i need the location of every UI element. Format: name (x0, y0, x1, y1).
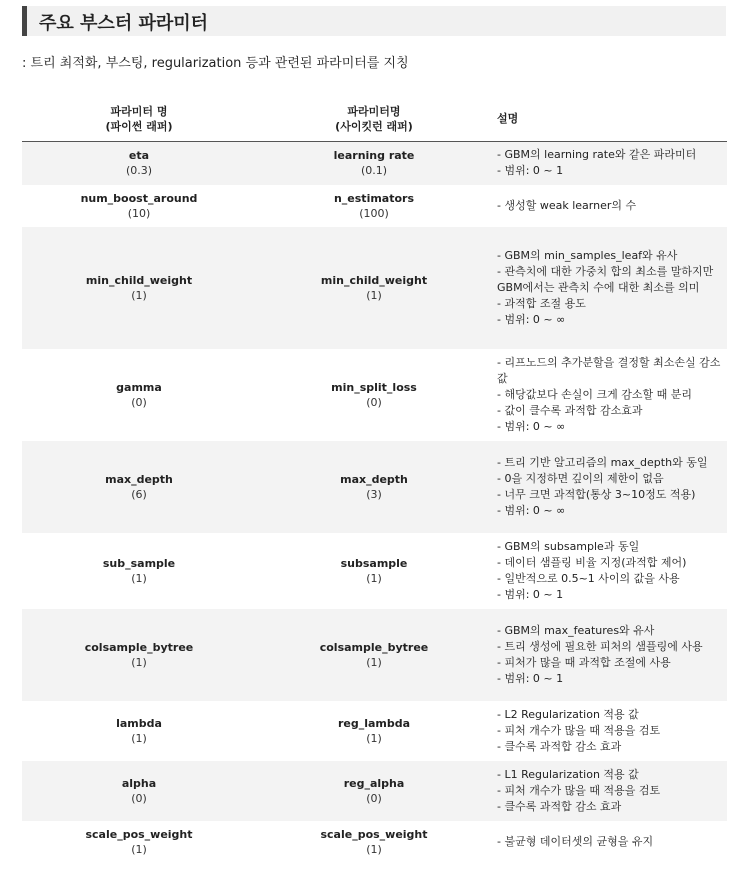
header-python-line2: (파이썬 래퍼) (105, 119, 173, 133)
param-name: reg_lambda (337, 716, 411, 730)
param-name: reg_alpha (343, 776, 405, 790)
description-cell (492, 609, 727, 701)
description-cell (492, 349, 727, 441)
sklearn-param-cell (256, 142, 492, 185)
param-default: (1) (131, 655, 147, 669)
sklearn-param-cell (256, 609, 492, 701)
section-title: 주요 부스터 파라미터 (39, 13, 209, 34)
description-line: - 데이터 샘플링 비율 지정(과적합 제어) (497, 555, 687, 569)
param-name: scale_pos_weight (85, 827, 193, 841)
python-param-cell (22, 142, 256, 185)
description-line: - 트리 기반 알고리즘의 max_depth와 동일 (497, 455, 708, 469)
python-param-cell (22, 533, 256, 609)
param-name: sub_sample (102, 556, 176, 570)
table-row (22, 441, 727, 533)
header-sklearn-wrapper (256, 96, 492, 142)
param-name: min_split_loss (331, 380, 417, 394)
sklearn-param-cell (256, 701, 492, 761)
description-line: - 일반적으로 0.5~1 사이의 값을 사용 (497, 571, 680, 585)
description-line: - 피처가 많을 때 과적합 조절에 사용 (497, 655, 671, 669)
param-default: (0) (131, 791, 147, 805)
description-line: - 범위: 0 ~ 1 (497, 164, 564, 178)
param-name: eta (128, 149, 150, 163)
sklearn-param-cell (256, 533, 492, 609)
table-row (22, 533, 727, 609)
header-sklearn-line2: (사이킷런 래퍼) (335, 119, 413, 133)
description-line: - 리프노드의 추가분할을 결정할 최소손실 감소값 (497, 355, 721, 385)
python-param-cell (22, 185, 256, 227)
intro-text: : 트리 최적화, 부스팅, regularization 등과 관련된 파라미터를 지칭 (22, 56, 409, 71)
description-line: - 값이 클수록 과적합 감소효과 (497, 403, 643, 417)
description-line: - 피처 개수가 많을 때 적용을 검토 (497, 783, 661, 797)
table-row (22, 821, 727, 863)
param-name: subsample (340, 556, 408, 570)
description-line: - 트리 생성에 필요한 피처의 샘플링에 사용 (497, 639, 703, 653)
table-row (22, 227, 727, 349)
param-default: (6) (131, 487, 147, 501)
description-line: - 생성할 weak learner의 수 (497, 198, 637, 212)
param-default: (3) (366, 487, 382, 501)
header-python-line1: 파라미터 명 (110, 104, 168, 118)
param-name: lambda (116, 716, 162, 730)
table-row (22, 142, 727, 185)
description-cell (492, 142, 727, 185)
description-cell (492, 701, 727, 761)
description-line: - 범위: 0 ~ 1 (497, 587, 564, 601)
description-cell (492, 533, 727, 609)
param-name: min_child_weight (320, 273, 428, 287)
table-row (22, 349, 727, 441)
param-default: (100) (359, 206, 389, 220)
param-default: (1) (366, 731, 382, 745)
param-name: scale_pos_weight (320, 827, 428, 841)
table-header-row (22, 96, 727, 142)
sklearn-param-cell (256, 227, 492, 349)
description-line: - L2 Regularization 적용 값 (497, 707, 639, 721)
description-line: - 클수록 과적합 감소 효과 (497, 799, 622, 813)
param-name: min_child_weight (85, 273, 193, 287)
param-default: (0) (131, 395, 147, 409)
sklearn-param-cell (256, 761, 492, 821)
description-line: - 클수록 과적합 감소 효과 (497, 739, 622, 753)
param-default: (10) (127, 206, 151, 220)
param-default: (0) (366, 395, 382, 409)
python-param-cell (22, 441, 256, 533)
param-name: num_boost_around (80, 191, 198, 205)
param-name: max_depth (340, 472, 408, 486)
header-sklearn-line1: 파라미터명 (347, 104, 401, 118)
section-heading (22, 6, 726, 36)
sklearn-param-cell (256, 441, 492, 533)
description-line: - 범위: 0 ~ ∞ (497, 312, 566, 326)
table-row (22, 761, 727, 821)
description-line: - 해당값보다 손실이 크게 감소할 때 분리 (497, 387, 692, 401)
param-default: (1) (131, 842, 147, 856)
table-row (22, 701, 727, 761)
description-cell (492, 227, 727, 349)
sklearn-param-cell (256, 349, 492, 441)
description-cell (492, 821, 727, 863)
description-line: - L1 Regularization 적용 값 (497, 767, 639, 781)
python-param-cell (22, 761, 256, 821)
description-line: - 과적합 조절 용도 (497, 296, 586, 310)
description-cell (492, 441, 727, 533)
header-description: 설명 (492, 96, 727, 142)
param-default: (0) (366, 791, 382, 805)
python-param-cell (22, 227, 256, 349)
sklearn-param-cell (256, 821, 492, 863)
description-line: GBM에서는 관측치 수에 대한 최소를 의미 (497, 280, 700, 294)
description-line: - 피처 개수가 많을 때 적용을 검토 (497, 723, 661, 737)
description-line: - 관측치에 대한 가중치 합의 최소를 말하지만 (497, 264, 714, 278)
param-default: (1) (131, 571, 147, 585)
sklearn-param-cell (256, 185, 492, 227)
param-default: (1) (131, 731, 147, 745)
param-name: learning rate (333, 149, 415, 163)
param-name: alpha (121, 776, 157, 790)
description-line: - GBM의 learning rate와 같은 파라미터 (497, 148, 697, 162)
param-name: gamma (116, 380, 162, 394)
description-line: - GBM의 subsample과 동일 (497, 539, 640, 553)
description-cell (492, 185, 727, 227)
description-line: - 불균형 데이터셋의 균형을 유지 (497, 834, 654, 848)
table-row (22, 185, 727, 227)
description-line: - GBM의 min_samples_leaf와 유사 (497, 248, 678, 262)
param-default: (1) (131, 288, 147, 302)
param-default: (1) (366, 571, 382, 585)
param-default: (0.3) (125, 164, 153, 178)
description-line: - 범위: 0 ~ 1 (497, 671, 564, 685)
param-default: (0.1) (360, 164, 388, 178)
python-param-cell (22, 609, 256, 701)
param-default: (1) (366, 655, 382, 669)
description-cell (492, 761, 727, 821)
description-line: - 범위: 0 ~ ∞ (497, 503, 566, 517)
description-line: - 범위: 0 ~ ∞ (497, 419, 566, 433)
booster-parameter-table (22, 96, 727, 863)
param-name: n_estimators (333, 191, 415, 205)
param-name: colsample_bytree (84, 640, 194, 654)
param-name: max_depth (105, 472, 173, 486)
param-default: (1) (366, 842, 382, 856)
python-param-cell (22, 821, 256, 863)
description-line: - 0을 지정하면 깊이의 제한이 없음 (497, 471, 664, 485)
description-line: - GBM의 max_features와 유사 (497, 623, 655, 637)
header-python-wrapper (22, 96, 256, 142)
python-param-cell (22, 349, 256, 441)
python-param-cell (22, 701, 256, 761)
table-row (22, 609, 727, 701)
param-name: colsample_bytree (319, 640, 429, 654)
param-default: (1) (366, 288, 382, 302)
description-line: - 너무 크면 과적합(통상 3~10정도 적용) (497, 487, 696, 501)
